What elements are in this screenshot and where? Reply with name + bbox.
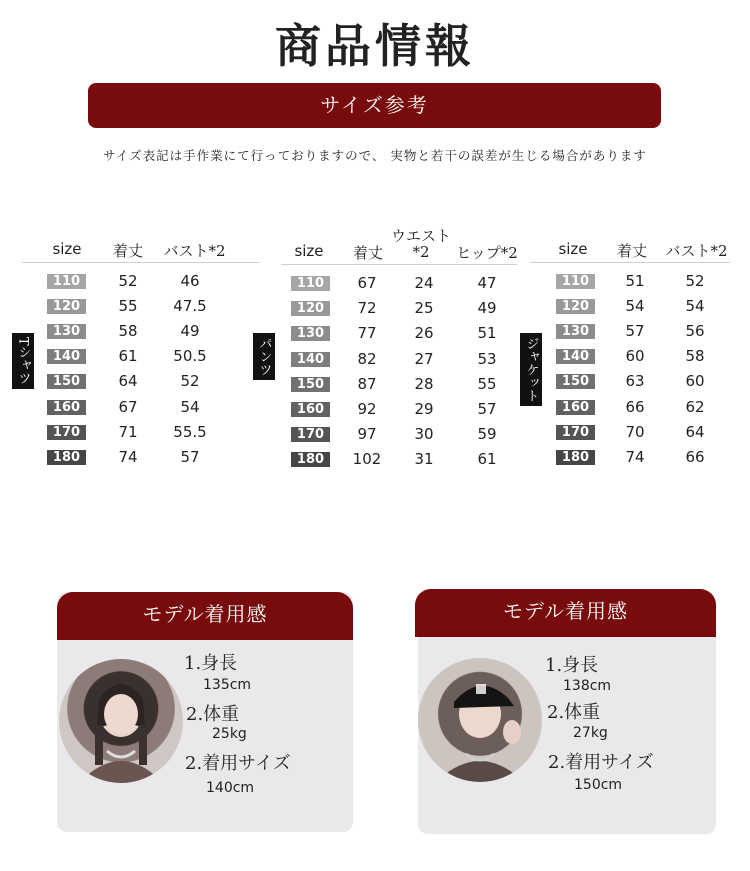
jacket-col-size: size	[558, 240, 588, 258]
size-badge: 150	[291, 377, 330, 392]
model-photo-boy	[418, 658, 542, 782]
pants-col-length: 着丈	[352, 244, 383, 262]
table-cell: 63	[625, 372, 645, 391]
table-cell: 87	[357, 374, 377, 393]
model-2-size: 150cm	[574, 777, 623, 793]
table-cell: 59	[477, 425, 497, 444]
girl-silhouette-icon	[59, 659, 183, 783]
table-cell: 70	[625, 422, 645, 441]
model-1-height-label: 1.身長	[184, 653, 238, 674]
table-cell: 58	[118, 322, 138, 341]
size-badge: 180	[291, 452, 330, 467]
table-cell: 26	[414, 324, 434, 343]
tshirt-col-bust: バスト*2	[163, 242, 226, 260]
table-cell: 56	[685, 322, 705, 341]
pants-col-hip: ヒップ*2	[456, 244, 518, 262]
table-cell: 60	[685, 372, 705, 391]
table-cell: 60	[625, 347, 645, 366]
tshirt-col-length: 着丈	[112, 242, 143, 260]
size-badge: 130	[47, 324, 86, 339]
model-1-size: 140cm	[206, 780, 255, 796]
table-cell: 74	[118, 447, 138, 466]
table-cell: 82	[357, 349, 377, 368]
jacket-col-length: 着丈	[616, 242, 647, 260]
jacket-label	[520, 333, 542, 406]
table-cell: 74	[625, 447, 645, 466]
table-cell: 55	[477, 374, 497, 393]
table-cell: 57	[625, 322, 645, 341]
size-badge: 170	[291, 427, 330, 442]
table-cell: 28	[414, 374, 434, 393]
table-cell: 72	[357, 299, 377, 318]
size-reference-banner: サイズ参考	[88, 83, 661, 128]
table-cell: 31	[414, 450, 434, 469]
table-cell: 47	[477, 274, 497, 292]
size-badge: 160	[291, 402, 330, 417]
table-cell: 49	[477, 299, 497, 318]
table-cell: 57	[477, 400, 497, 418]
table-cell: 50.5	[173, 347, 207, 366]
size-note: サイズ表記は手作業にて行っておりますので、 実物と若干の誤差が生じる場合があります	[103, 148, 647, 163]
size-badge: 110	[556, 274, 595, 289]
table-cell: 55	[118, 297, 138, 316]
table-cell: 58	[685, 347, 705, 366]
table-cell: 61	[118, 347, 138, 366]
boy-silhouette-icon	[418, 658, 542, 782]
size-badge: 140	[47, 349, 86, 364]
size-badge: 140	[556, 349, 595, 364]
size-badge: 150	[47, 374, 86, 389]
table-cell: 64	[685, 422, 705, 441]
table-cell: 54	[685, 297, 705, 316]
size-badge: 180	[556, 450, 595, 465]
table-cell: 25	[414, 299, 434, 318]
table-cell: 53	[477, 349, 497, 368]
model-card-1-heading: モデル着用感	[57, 592, 353, 640]
table-cell: 55.5	[173, 422, 207, 441]
table-cell: 62	[685, 397, 705, 416]
table-cell: 54	[625, 297, 645, 316]
table-cell: 71	[118, 422, 138, 441]
size-badge: 160	[556, 400, 595, 415]
size-badge: 130	[556, 324, 595, 339]
table-cell: 67	[118, 397, 138, 416]
table-cell: 51	[477, 324, 497, 343]
pants-col-size: size	[294, 242, 324, 260]
size-badge: 110	[291, 276, 330, 291]
model-1-weight-label: 2.体重	[186, 704, 240, 725]
model-2-weight: 27kg	[573, 725, 608, 741]
pants-label-text: パンツ	[256, 337, 272, 376]
size-badge: 120	[47, 299, 86, 314]
size-badge: 120	[291, 301, 330, 316]
table-cell: 52	[685, 272, 705, 290]
jacket-col-bust: バスト*2	[665, 242, 728, 260]
jacket-label-text: ジャケット	[523, 337, 539, 402]
size-badge: 170	[47, 425, 86, 440]
model-2-size-label: 2.着用サイズ	[548, 752, 654, 773]
table-cell: 30	[414, 425, 434, 444]
model-1-size-label: 2.着用サイズ	[185, 753, 291, 774]
table-cell: 52	[118, 272, 138, 290]
table-cell: 24	[414, 274, 434, 292]
size-badge: 170	[556, 425, 595, 440]
table-cell: 49	[180, 322, 200, 341]
model-1-weight: 25kg	[212, 726, 247, 742]
table-cell: 27	[414, 349, 434, 368]
table-cell: 67	[357, 274, 377, 292]
jacket-header-rule	[530, 262, 730, 263]
page-title: 商品情報	[275, 19, 475, 73]
table-cell: 54	[180, 397, 200, 416]
model-card-2-heading: モデル着用感	[415, 589, 716, 637]
size-badge: 130	[291, 326, 330, 341]
pants-header-rule	[281, 264, 517, 265]
table-cell: 46	[180, 272, 200, 290]
model-2-height-label: 1.身長	[545, 655, 599, 676]
table-cell: 77	[357, 324, 377, 343]
pants-label	[253, 333, 275, 380]
table-cell: 57	[180, 447, 200, 466]
size-badge: 150	[556, 374, 595, 389]
size-badge: 180	[47, 450, 86, 465]
table-cell: 92	[357, 400, 377, 418]
table-cell: 97	[357, 425, 377, 444]
size-badge: 120	[556, 299, 595, 314]
pants-col-waist: ウエスト *2	[390, 227, 451, 261]
model-photo-girl	[59, 659, 183, 783]
table-cell: 29	[414, 400, 434, 418]
table-cell: 66	[685, 447, 705, 466]
table-cell: 64	[118, 372, 138, 391]
table-cell: 47.5	[173, 297, 207, 316]
table-cell: 61	[477, 450, 497, 469]
table-cell: 66	[625, 397, 645, 416]
model-2-weight-label: 2.体重	[547, 702, 601, 723]
tshirt-label-text: Tシャツ	[15, 337, 31, 385]
model-2-height: 138cm	[563, 678, 612, 694]
tshirt-col-size: size	[52, 240, 82, 258]
tshirt-header-rule	[22, 262, 260, 263]
model-1-height: 135cm	[203, 677, 252, 693]
size-badge: 140	[291, 352, 330, 367]
table-cell: 102	[352, 450, 382, 469]
tshirt-label	[12, 333, 34, 389]
table-cell: 52	[180, 372, 200, 391]
size-badge: 110	[47, 274, 86, 289]
size-badge: 160	[47, 400, 86, 415]
table-cell: 51	[625, 272, 645, 290]
